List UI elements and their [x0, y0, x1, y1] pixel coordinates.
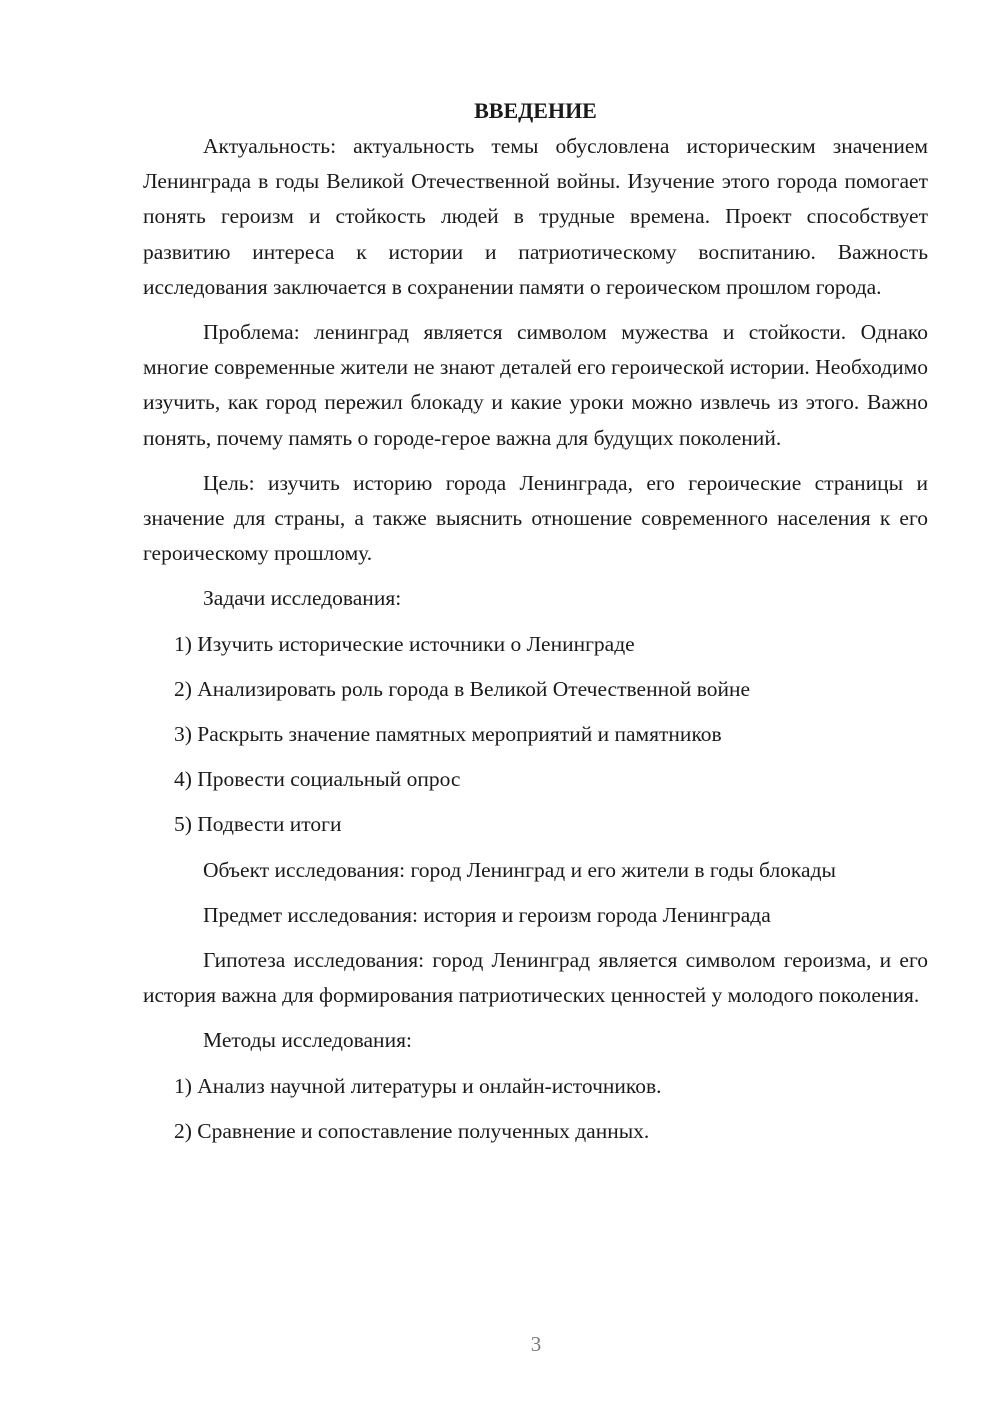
task-item: 3) Раскрыть значение памятных мероприятий и памятников	[174, 722, 722, 747]
tasks-heading: Задачи исследования:	[203, 586, 402, 611]
task-item: 5) Подвести итоги	[174, 812, 342, 837]
task-item: 2) Анализировать роль города в Великой Отечественной войне	[174, 676, 751, 701]
subject-paragraph: Предмет исследования: история и героизм города Ленинграда	[203, 902, 771, 927]
method-item: 1) Анализ научной литературы и онлайн-источников.	[174, 1073, 662, 1098]
goal-paragraph: Цель: изучить историю города Ленинграда, его героические страницы и значение для страны, а также выяснить отношение современного населения к его героическому прошлому.	[143, 470, 928, 566]
relevance-paragraph: Актуальность: актуальность темы обусловлена историческим значением Ленинграда в годы Великой Отечественной войны. Изучение этого города помогает понять героизм и стойкость людей в трудные времена. Проект способствует развитию интереса к истории и патриотическому воспитанию. Важность исследования заключается в сохранении памяти о героическом прошлом города.	[143, 134, 928, 299]
task-item: 4) Провести социальный опрос	[174, 767, 461, 792]
task-item: 1) Изучить исторические источники о Ленинграде	[174, 631, 635, 656]
page-title: ВВЕДЕНИЕ	[474, 98, 597, 123]
methods-heading: Методы исследования:	[203, 1028, 412, 1053]
document-page	[143, 94, 928, 1149]
page-number: 3	[530, 1332, 542, 1356]
hypothesis-paragraph: Гипотеза исследования: город Ленинград является символом героизма, и его история важна для формирования патриотических ценностей у молодого поколения.	[143, 948, 928, 1008]
problem-paragraph: Проблема: ленинград является символом мужества и стойкости. Однако многие современные жители не знают деталей его героической истории. Необходимо изучить, как город пережил блокаду и какие уроки можно извлечь из этого. Важно понять, почему память о городе-герое важна для будущих поколений.	[143, 320, 928, 450]
object-paragraph: Объект исследования: город Ленинград и его жители в годы блокады	[203, 857, 836, 882]
method-item: 2) Сравнение и сопоставление полученных данных.	[174, 1118, 650, 1143]
